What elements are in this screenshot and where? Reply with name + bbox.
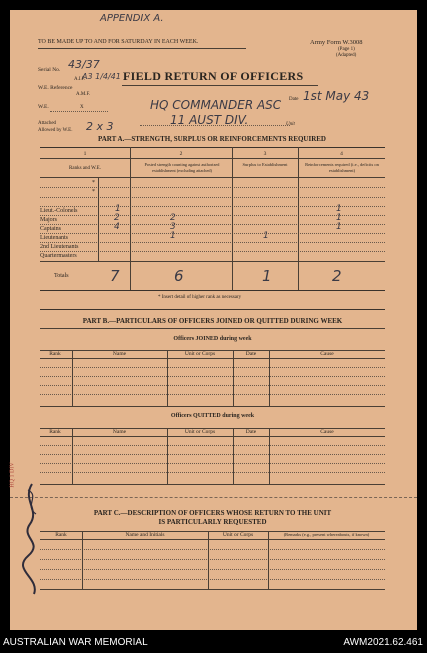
cell-lt-col-we: 1 bbox=[115, 204, 121, 214]
col-header-posted: Posted strength counting against authorized establishment (excluding attached) bbox=[144, 162, 220, 173]
rank-label-majors: Majors bbox=[40, 217, 57, 223]
part-c-col-remarks: (Remarks (e.g., present whereabouts, if known) bbox=[283, 532, 370, 537]
joined-col-unit: Unit or Corps bbox=[184, 351, 216, 357]
total-we: 7 bbox=[110, 267, 120, 285]
adapted-note: (Adapted) bbox=[336, 53, 357, 58]
form-title: FIELD RETURN OF OFFICERS bbox=[123, 69, 304, 83]
quitted-col-name: Name bbox=[112, 429, 127, 435]
rank-label-lieutenants: Lieutenants bbox=[40, 235, 68, 241]
rank-label-quartermasters: Quartermasters bbox=[40, 253, 77, 259]
joined-col-cause: Cause bbox=[320, 351, 334, 357]
part-a-title: PART A.—STRENGTH, SURPLUS OR REINFORCEMENTS REQUIRED bbox=[97, 135, 326, 143]
total-posted: 6 bbox=[174, 267, 184, 285]
cell-lieutenants-surplus: 1 bbox=[263, 231, 269, 241]
allowed-label: Allowed by W.E. bbox=[38, 128, 73, 133]
header-note: TO BE MADE UP TO AND FOR SATURDAY IN EACH WEEK. bbox=[38, 39, 199, 45]
rank-label-extra-1: * bbox=[92, 180, 95, 186]
col-header-ranks: Ranks and W.E. bbox=[69, 166, 101, 171]
joined-col-rank: Rank bbox=[49, 351, 61, 357]
rank-label-lieut-colonels: Lieut.-Colonels bbox=[40, 208, 78, 214]
col-header-surplus: Surplus to Establishment bbox=[242, 162, 288, 167]
side-stamp: HQ 1 DIV bbox=[9, 462, 16, 488]
part-c-title-1: PART C.—DESCRIPTION OF OFFICERS WHOSE RETURN TO THE UNIT bbox=[93, 509, 332, 517]
cell-majors-reinf: 1 bbox=[336, 213, 342, 223]
col-number-2: 2 bbox=[179, 151, 183, 157]
army-form-number: Army Form W.3008 bbox=[310, 39, 363, 46]
form-paper bbox=[10, 10, 417, 630]
cell-captains-we: 4 bbox=[114, 222, 120, 232]
joined-col-date: Date bbox=[245, 351, 257, 357]
cell-captains-reinf: 1 bbox=[336, 222, 342, 232]
part-c-title-2: IS PARTICULARLY REQUESTED bbox=[158, 518, 267, 526]
cell-captains-posted: 3 bbox=[170, 222, 176, 232]
we-reference-value: A3 1/4/41 bbox=[82, 72, 121, 81]
rank-label-extra-2: * bbox=[92, 189, 95, 195]
part-c-col-rank: Rank bbox=[55, 532, 67, 538]
total-surplus: 1 bbox=[262, 267, 272, 285]
cell-majors-we: 2 bbox=[114, 213, 120, 223]
quitted-col-unit: Unit or Corps bbox=[184, 429, 216, 435]
page-note: (Page 1) bbox=[338, 47, 355, 52]
part-c-col-unit: Unit or Corps bbox=[222, 532, 254, 538]
col-number-3: 3 bbox=[263, 151, 267, 157]
total-reinforcements: 2 bbox=[332, 267, 342, 285]
cell-majors-posted: 2 bbox=[170, 213, 176, 223]
date-label: Date bbox=[289, 97, 299, 102]
unit-line-2: 11 AUST DIV. bbox=[170, 113, 249, 127]
footer-credit: AUSTRALIAN WAR MEMORIAL bbox=[3, 637, 148, 648]
unit-label: Unit bbox=[286, 122, 295, 127]
allowed-value: 2 x 3 bbox=[86, 120, 114, 133]
footer-accession: AWM2021.62.461 bbox=[343, 637, 423, 648]
col-number-1: 1 bbox=[83, 151, 87, 157]
quitted-col-rank: Rank bbox=[49, 429, 61, 435]
rank-label-2nd-lieutenants: 2nd Lieutenants bbox=[40, 244, 79, 250]
we-reference-label: W.E. Reference bbox=[38, 85, 73, 91]
appendix-annotation: APPENDIX A. bbox=[100, 13, 164, 24]
unit-line-1: HQ COMMANDER ASC bbox=[150, 98, 282, 112]
footnote: * Insert detail of higher rank as necessary bbox=[158, 295, 242, 300]
date-value: 1st May 43 bbox=[303, 89, 370, 103]
quitted-col-cause: Cause bbox=[320, 429, 334, 435]
quitted-title: Officers QUITTED during week bbox=[170, 413, 255, 419]
cell-lieutenants-posted: 1 bbox=[170, 231, 176, 241]
totals-label: Totals bbox=[54, 273, 69, 279]
part-c-col-name: Name and Initials bbox=[125, 532, 165, 538]
attached-label: Attached bbox=[38, 121, 57, 126]
cell-lt-col-reinf: 1 bbox=[336, 204, 342, 214]
serial-value: 43/37 bbox=[68, 58, 100, 71]
aif-label: A.I.F. bbox=[74, 77, 86, 82]
margin-signature bbox=[18, 480, 52, 600]
part-b-title: PART B.—PARTICULARS OF OFFICERS JOINED OR QUITTED DURING WEEK bbox=[82, 317, 343, 325]
amf-label: A.M.F. bbox=[76, 92, 91, 97]
col-number-4: 4 bbox=[340, 151, 343, 157]
we-label: W.E. bbox=[38, 104, 49, 110]
serial-label: Serial No. bbox=[38, 67, 61, 73]
x-label: X bbox=[80, 105, 84, 110]
rank-label-captains: Captains bbox=[40, 226, 61, 232]
joined-title: Officers JOINED during week bbox=[173, 336, 252, 342]
col-header-reinforcements: Reinforcements required (i.e., deficits on establishment) bbox=[305, 162, 379, 173]
joined-col-name: Name bbox=[112, 351, 127, 357]
quitted-col-date: Date bbox=[245, 429, 257, 435]
